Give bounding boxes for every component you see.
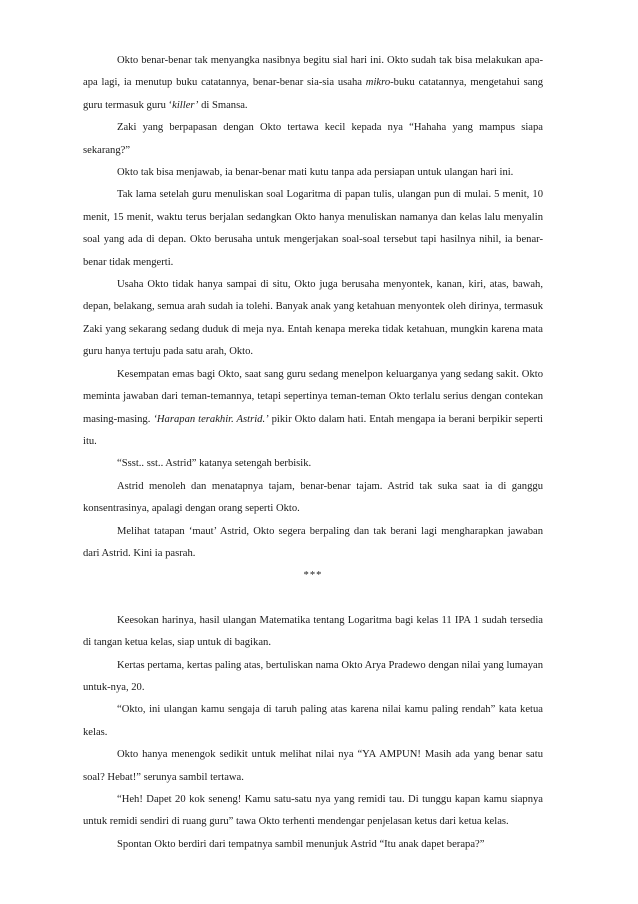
text-run: Okto benar-benar tak menyangka nasibnya begitu sial hari ini. Okto sudah tak bisa melakukan apa-apa lagi, ia menutup buku catatannya, benar-benar sia-sia usaha: [83, 55, 543, 89]
text-run: Zaki yang berpapasan dengan Okto tertawa kecil kepada nya “Hahaha yang mampus siapa sekarang?”: [83, 122, 543, 156]
text-run: Melihat tatapan ‘maut’ Astrid, Okto segera berpaling dan tak berani lagi mengharapkan jawaban dari Astrid. Kini ia pasrah.: [83, 525, 543, 559]
text-run: Okto tak bisa menjawab, ia benar-benar mati kutu tanpa ada persiapan untuk ulangan hari ini.: [117, 167, 514, 179]
document-page: [83, 50, 543, 856]
paragraph: [83, 789, 543, 834]
paragraph: [83, 364, 543, 454]
italic-text: mikro: [365, 77, 391, 89]
paragraph: [83, 453, 543, 475]
text-run: ***: [303, 570, 323, 582]
text-run: Kesempatan emas bagi Okto, saat sang guru sedang menelpon keluarganya yang sedang sakit. Okto meminta jawaban dari teman-temannya, tetapi sepertinya teman-teman Okto terlalu serius dengan contekan masing-masing.: [83, 368, 543, 425]
paragraph: [83, 184, 543, 274]
paragraph: [83, 521, 543, 566]
text-run: Astrid menoleh dan menatapnya tajam, benar-benar tajam. Astrid tak suka saat ia di ganggu konsentrasinya, apalagi dengan orang seperti Okto.: [83, 480, 543, 515]
paragraph: [83, 117, 543, 162]
italic-text: ‘Harapan terakhir. Astrid.’: [153, 413, 269, 425]
paragraph: [83, 162, 543, 184]
text-run: “Ssst.. sst.. Astrid” katanya setengah berbisik.: [117, 458, 312, 470]
text-run: “Okto, ini ulangan kamu sengaja di taruh paling atas karena nilai kamu paling rendah” kata ketua kelas.: [83, 704, 543, 738]
text-run: Kertas pertama, kertas paling atas, bertuliskan nama Okto Arya Pradewo dengan nilai yang lumayan untuk-nya, 20.: [83, 659, 543, 693]
italic-text: killer’: [172, 99, 199, 111]
text-run: “Heh! Dapet 20 kok seneng! Kamu satu-satu nya yang remidi tau. Di tunggu kapan kamu siapnya untuk remidi sendiri di ruang guru” tawa Okto terhenti mendengar penjelasan ketus dari ketua kelas.: [83, 794, 543, 828]
paragraph: [83, 834, 543, 856]
text-run: di Smansa.: [198, 99, 248, 111]
paragraph: [83, 50, 543, 117]
text-run: Tak lama setelah guru menuliskan soal Logaritma di papan tulis, ulangan pun di mulai. 5 menit, 10 menit, 15 menit, waktu terus berjalan sedangkan Okto hanya menuliskan namanya dan kelas lalu menyalin soal yang ada di depan. Okto berusaha untuk mengerjakan soal-soal tersebut tapi hasilnya nihil, ia benar-benar tidak mengerti.: [83, 189, 543, 268]
paragraph: [83, 610, 543, 655]
text-run: Spontan Okto berdiri dari tempatnya sambil menunjuk Astrid “Itu anak dapet berapa?”: [117, 838, 485, 850]
paragraph: [83, 655, 543, 700]
paragraph: [83, 699, 543, 744]
section-separator: [83, 565, 543, 587]
paragraph: [83, 476, 543, 521]
paragraph: [83, 274, 543, 364]
text-run: pikir Okto dalam hati. Entah mengapa ia berani berpikir seperti itu.: [83, 413, 543, 447]
text-run: -buku catatannya, mengetahui sang guru termasuk guru ‘: [83, 77, 544, 111]
text-run: Usaha Okto tidak hanya sampai di situ, Okto juga berusaha menyontek, kanan, kiri, atas, bawah, depan, belakang, semua arah sudah ia tolehi. Banyak anak yang ketahuan menyontek oleh dirinya, termasuk Zaki yang sekarang sedang duduk di meja nya. Entah kenapa mereka tidak ketahuan, mungkin karena mata guru hanya tertuju pada satu arah, Okto.: [83, 279, 543, 358]
paragraph: [83, 744, 543, 789]
text-run: Okto hanya menengok sedikit untuk melihat nilai nya “YA AMPUN! Masih ada yang benar satu soal? Hebat!” serunya sambil tertawa.: [83, 749, 543, 783]
text-run: Keesokan harinya, hasil ulangan Matematika tentang Logaritma bagi kelas 11 IPA 1 sudah tersedia di tangan ketua kelas, siap untuk di bagikan.: [83, 614, 543, 649]
